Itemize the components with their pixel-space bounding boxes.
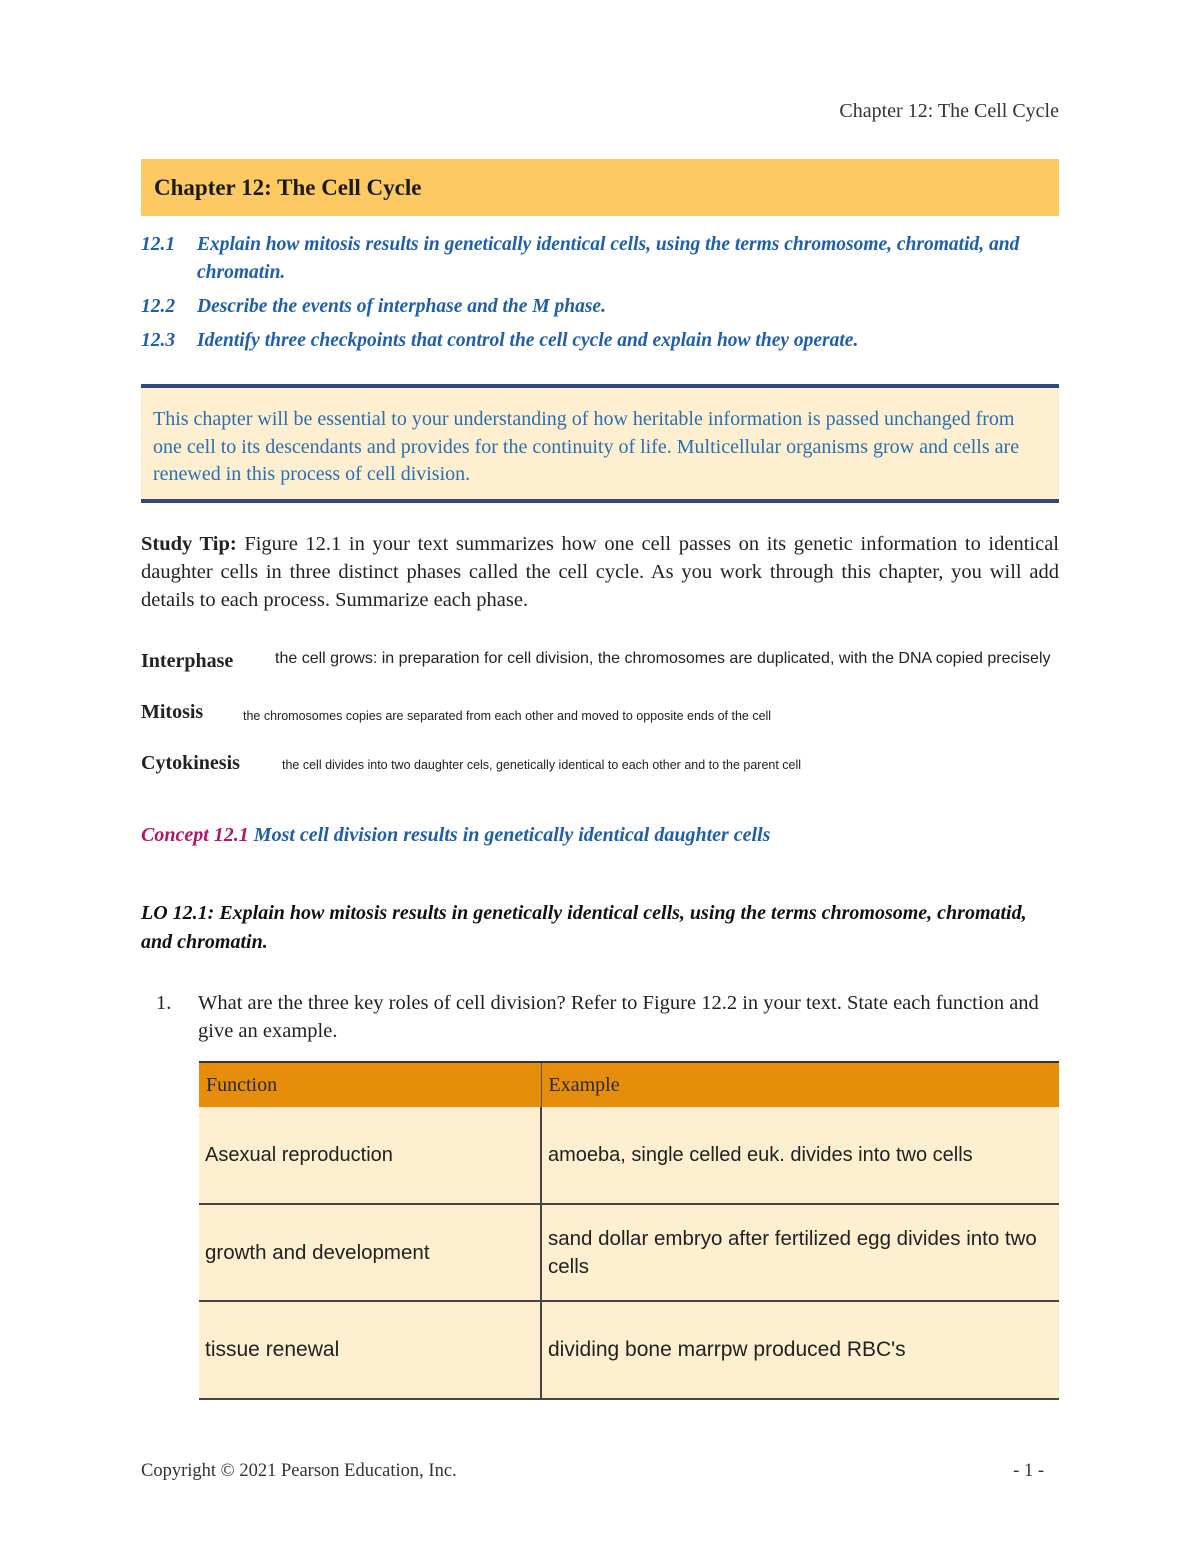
column-header-function: Function bbox=[199, 1062, 541, 1107]
objective-item bbox=[141, 293, 1059, 321]
phase-label: Mitosis bbox=[141, 701, 204, 723]
objective-number: 12.1 bbox=[141, 234, 176, 255]
copyright-footer: Copyright © 2021 Pearson Education, Inc. bbox=[141, 1461, 457, 1481]
learning-objectives bbox=[141, 231, 1059, 361]
cell-division-roles-table bbox=[199, 1061, 1059, 1400]
objective-text: Identify three checkpoints that control the cell cycle and explain how they operate. bbox=[197, 330, 859, 351]
objective-item bbox=[141, 327, 1059, 355]
question-1 bbox=[141, 989, 1059, 1045]
phase-label: Interphase bbox=[141, 650, 234, 672]
concept-text: Most cell division results in genetically identical daughter cells bbox=[253, 824, 771, 846]
learning-objective-heading: LO 12.1: Explain how mitosis results in genetically identical cells, using the terms chromosome, chromatid, and chromatin. bbox=[141, 902, 1027, 953]
example-cell[interactable]: amoeba, single celled euk. divides into two cells bbox=[541, 1107, 1059, 1204]
chapter-title: Chapter 12: The Cell Cycle bbox=[154, 174, 422, 200]
objective-number: 12.3 bbox=[141, 330, 176, 351]
objective-text: Describe the events of interphase and the M phase. bbox=[197, 296, 606, 317]
table-row bbox=[199, 1107, 1059, 1204]
chapter-title-bar bbox=[141, 159, 1059, 216]
objective-text: Explain how mitosis results in genetically identical cells, using the terms chromosome, chromatid, and chromatin. bbox=[197, 234, 1020, 283]
phase-answer[interactable]: the cell divides into two daughter cels, genetically identical to each other and to the parent cell bbox=[282, 758, 802, 772]
study-tip bbox=[141, 530, 1059, 614]
example-cell[interactable]: dividing bone marrpw produced RBC's bbox=[541, 1301, 1059, 1399]
phase-answer[interactable]: the chromosomes copies are separated from each other and moved to opposite ends of the cell bbox=[243, 709, 772, 723]
question-text: What are the three key roles of cell division? Refer to Figure 12.2 in your text. State each function and give an example. bbox=[198, 992, 1039, 1042]
phase-label: Cytokinesis bbox=[141, 752, 240, 774]
concept-heading bbox=[141, 824, 770, 847]
running-header: Chapter 12: The Cell Cycle bbox=[839, 100, 1059, 122]
study-tip-text: Figure 12.1 in your text summarizes how one cell passes on its genetic information to identical daughter cells in three distinct phases called the cell cycle. As you work through this chapter, you will add details to each process. Summarize each phase. bbox=[141, 533, 1059, 611]
table-row bbox=[199, 1204, 1059, 1301]
table-header-row bbox=[199, 1062, 1059, 1107]
example-cell[interactable]: sand dollar embryo after fertilized egg divides into two cells bbox=[541, 1204, 1059, 1301]
objective-item bbox=[141, 231, 1059, 287]
page-number: - 1 - bbox=[1013, 1461, 1044, 1481]
phase-mitosis bbox=[141, 701, 1059, 724]
phase-interphase bbox=[141, 647, 1059, 673]
objective-number: 12.2 bbox=[141, 296, 176, 317]
phase-cytokinesis bbox=[141, 752, 1059, 775]
function-cell[interactable]: tissue renewal bbox=[199, 1301, 541, 1399]
phase-answer[interactable]: the cell grows: in preparation for cell division, the chromosomes are duplicated, with the DNA copied precisely bbox=[275, 650, 1051, 667]
function-cell[interactable]: growth and development bbox=[199, 1204, 541, 1301]
table-row bbox=[199, 1301, 1059, 1399]
question-number: 1. bbox=[156, 992, 172, 1014]
concept-number: Concept 12.1 bbox=[141, 824, 249, 846]
intro-callout: This chapter will be essential to your understanding of how heritable information is passed unchanged from one cell to its descendants and provides for the continuity of life. Multicellular organisms grow and cells are renewed in this process of cell division. bbox=[141, 384, 1059, 503]
column-header-example: Example bbox=[541, 1062, 1059, 1107]
study-tip-label: Study Tip: bbox=[141, 533, 237, 555]
function-cell[interactable]: Asexual reproduction bbox=[199, 1107, 541, 1204]
